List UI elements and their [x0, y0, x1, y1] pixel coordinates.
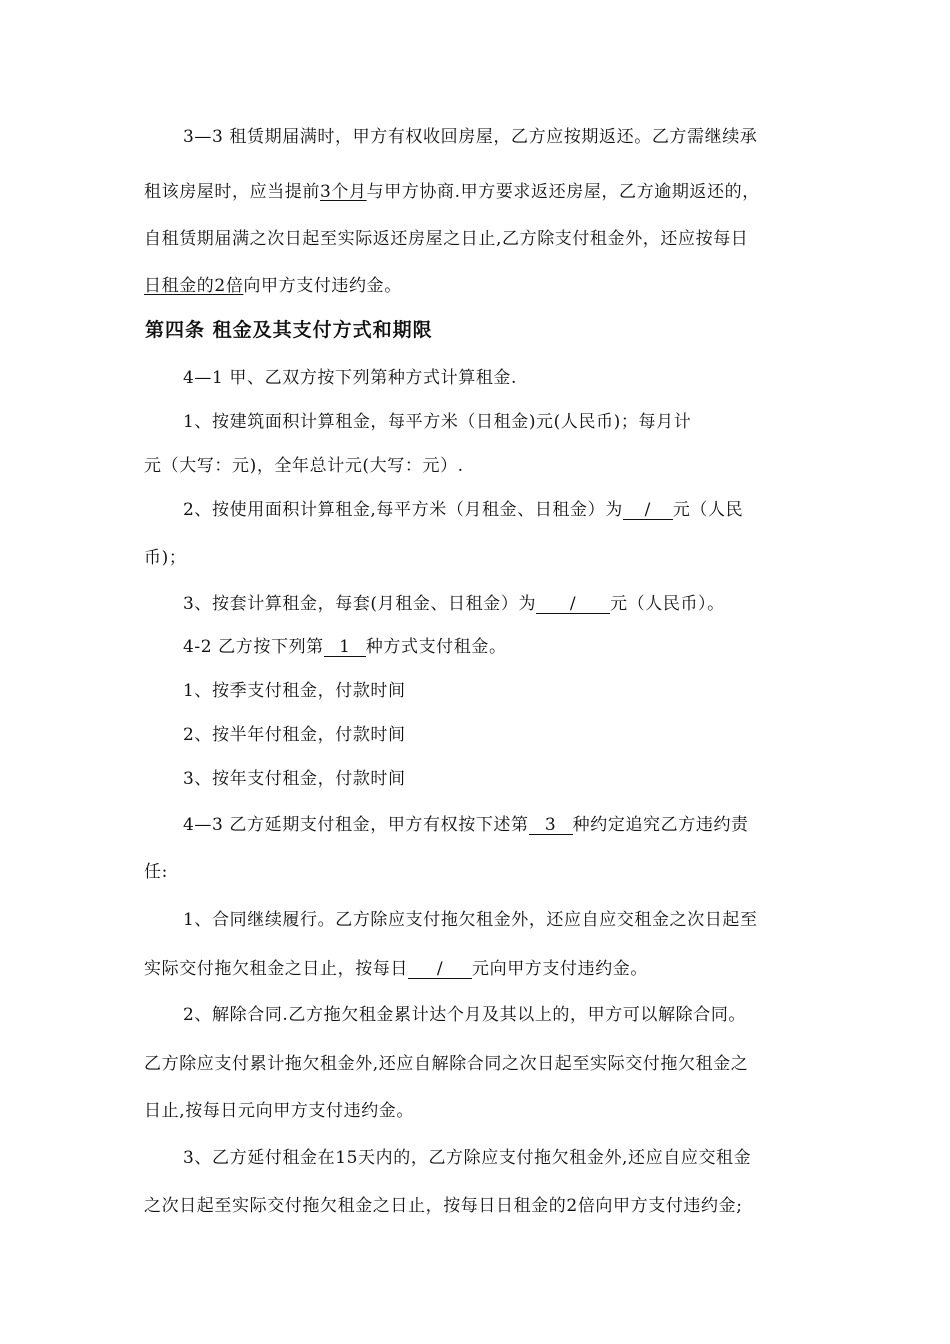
- breach-2-line-2: 乙方除应支付累计拖欠租金外,还应自解除合同之次日起至实际交付拖欠租金之: [144, 1054, 749, 1074]
- clause-4-3-line-1: 4—3 乙方延期支付租金，甲方有权按下述第 3 种约定追究乙方违约责: [183, 815, 749, 835]
- clause-3-3-line-3: 自租赁期届满之次日起至实际返还房屋之日止,乙方除支付租金外，还应按每日: [144, 229, 749, 249]
- clause-3-3-line-1: 3—3 租赁期届满时，甲方有权收回房屋，乙方应按期返还。乙方需继续承: [183, 127, 758, 147]
- payment-option-3: 3、按年支付租金，付款时间: [183, 769, 406, 789]
- breach-1-line-1: 1、合同继续履行。乙方除应支付拖欠租金外，还应自应交租金之次日起至: [183, 910, 758, 930]
- payment-method-blank: 1: [324, 638, 366, 657]
- option-2-line-2: 币)；: [144, 548, 187, 568]
- option-3-blank: /: [536, 595, 610, 614]
- option-2-blank: /: [623, 501, 673, 520]
- notice-period: 3个月: [320, 182, 367, 202]
- breach-option-blank: 3: [529, 816, 573, 835]
- option-1-line-2: 元（大写：元)，全年总计元(大写：元）.: [144, 456, 464, 476]
- clause-4-1: 4—1 甲、乙双方按下列第种方式计算租金.: [183, 368, 518, 388]
- breach-2-line-1: 2、解除合同.乙方拖欠租金累计达个月及其以上的，甲方可以解除合同。: [183, 1005, 747, 1025]
- payment-option-1: 1、按季支付租金，付款时间: [183, 681, 406, 701]
- clause-4-3-line-2: 任:: [144, 862, 168, 882]
- breach-1-line-2: 实际交付拖欠租金之日止，按每日 / 元向甲方支付违约金。: [144, 959, 648, 979]
- payment-option-2: 2、按半年付租金，付款时间: [183, 725, 406, 745]
- option-3: 3、按套计算租金，每套(月租金、日租金）为 / 元（人民币）。: [183, 594, 725, 614]
- daily-penalty-blank: /: [408, 960, 472, 979]
- breach-2-line-3: 日止,按每日元向甲方支付违约金。: [144, 1101, 415, 1121]
- clause-3-3-line-4: 日租金的2倍向甲方支付违约金。: [144, 276, 402, 296]
- clause-4-2: 4-2 乙方按下列第 1 种方式支付租金。: [183, 637, 507, 657]
- clause-3-3-line-2: 租该房屋时，应当提前3个月与甲方协商.甲方要求返还房屋，乙方逾期返还的，: [144, 182, 760, 202]
- option-1-line-1: 1、按建筑面积计算租金，每平方米（日租金)元(人民币)；每月计: [183, 412, 692, 432]
- breach-3-line-1: 3、乙方延付租金在15天内的，乙方除应支付拖欠租金外,还应自应交租金: [183, 1148, 752, 1168]
- option-2-line-1: 2、按使用面积计算租金,每平方米（月租金、日租金）为 / 元（人民: [183, 500, 744, 520]
- article-4-heading: 第四条 租金及其支付方式和期限: [145, 319, 433, 341]
- penalty-rate: 日租金的2倍: [144, 276, 244, 296]
- breach-3-line-2: 之次日起至实际交付拖欠租金之日止，按每日日租金的2倍向甲方支付违约金;: [144, 1196, 743, 1216]
